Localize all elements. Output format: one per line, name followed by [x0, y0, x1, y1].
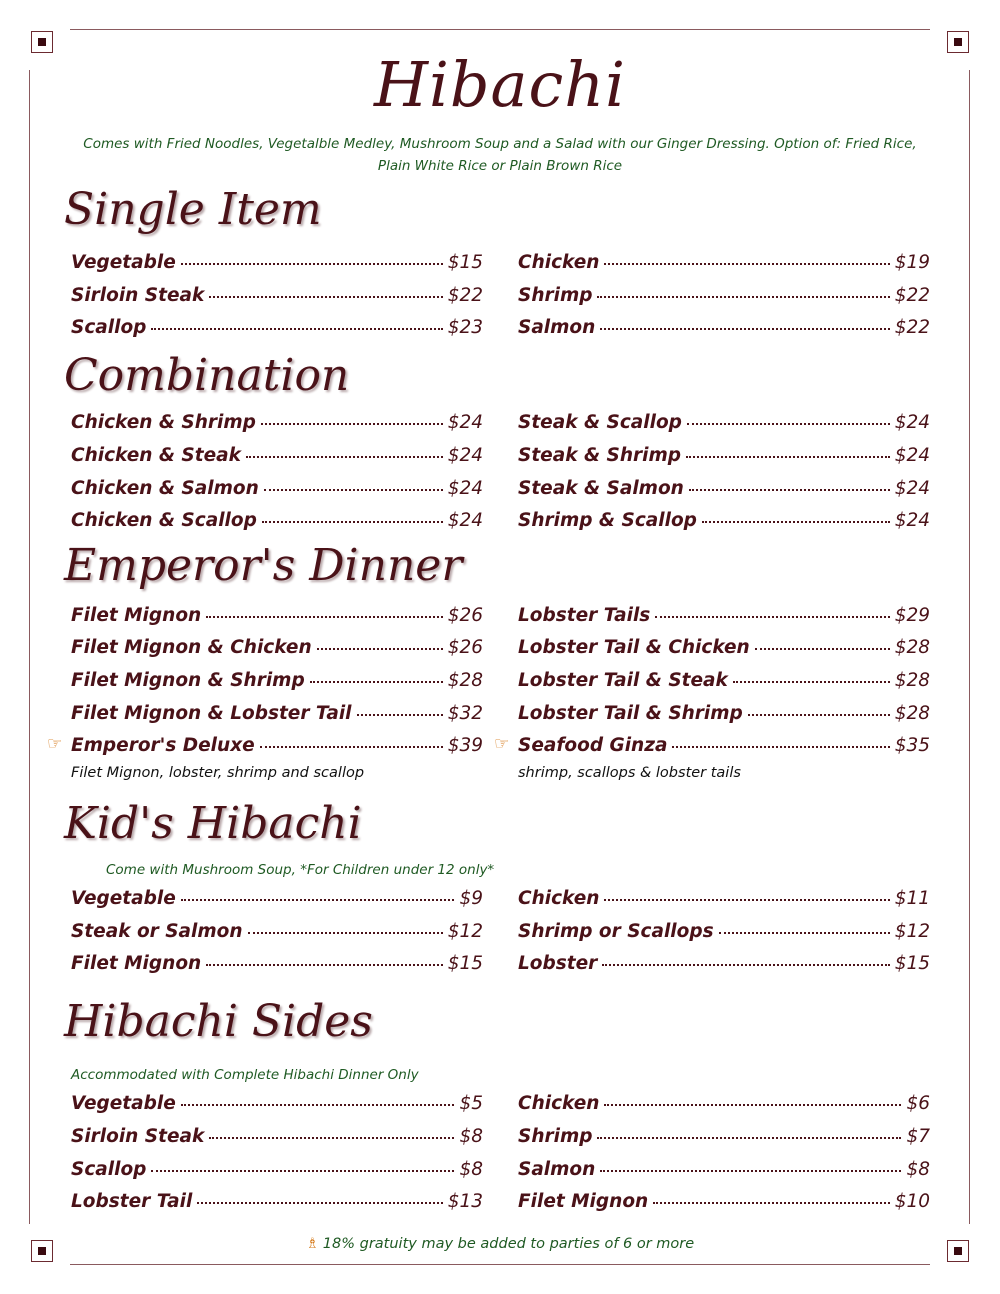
menu-item [71, 412, 483, 440]
item-name: Steak or Salmon [71, 921, 243, 942]
menu-item [518, 1093, 930, 1121]
dot-leader [597, 296, 889, 298]
menu-item [71, 670, 483, 698]
dot-leader [264, 489, 443, 491]
item-price: $24 [894, 510, 930, 531]
dot-leader [262, 521, 443, 523]
item-description: shrimp, scallops & lobster tails [518, 765, 741, 781]
item-price: $28 [894, 703, 930, 724]
item-name: Seafood Ginza [518, 735, 668, 756]
item-price: $12 [447, 921, 483, 942]
item-price: $32 [447, 703, 483, 724]
menu-item [518, 285, 930, 313]
sides-note: Accommodated with Complete Hibachi Dinner Only [71, 1067, 419, 1083]
item-price: $26 [447, 637, 483, 658]
dot-leader [310, 681, 443, 683]
item-name: Salmon [518, 317, 596, 338]
frame-left-line [29, 70, 30, 1224]
dot-leader [719, 932, 890, 934]
frame-right-line [969, 70, 970, 1224]
menu-item [518, 888, 930, 916]
menu-item [71, 478, 483, 506]
dot-leader [248, 932, 443, 934]
dot-leader [604, 263, 889, 265]
menu-item [518, 670, 930, 698]
item-price: $22 [894, 317, 930, 338]
section-heading-hibachi-sides: Hibachi Sides [64, 996, 373, 1047]
item-price: $28 [894, 670, 930, 691]
dot-leader [702, 521, 890, 523]
dot-leader [597, 1137, 901, 1139]
item-price: $22 [447, 285, 483, 306]
item-price: $24 [447, 445, 483, 466]
item-name: Filet Mignon [71, 953, 202, 974]
dot-leader [209, 296, 442, 298]
dot-leader [151, 328, 442, 330]
menu-item [518, 921, 930, 949]
item-name: Vegetable [71, 888, 176, 909]
dot-leader [209, 1137, 454, 1139]
item-price: $7 [906, 1126, 930, 1147]
pointing-hand-icon: ☞ [47, 734, 63, 754]
dot-leader [655, 616, 889, 618]
dot-leader [687, 423, 890, 425]
menu-item [518, 953, 930, 981]
item-name: Lobster Tail & Steak [518, 670, 728, 691]
menu-item [71, 605, 483, 633]
item-price: $19 [894, 252, 930, 273]
item-name: Filet Mignon & Shrimp [71, 670, 305, 691]
menu-item [71, 888, 483, 916]
dot-leader [357, 714, 443, 716]
item-price: $13 [447, 1191, 483, 1212]
figure-icon: ♗ [305, 1236, 319, 1252]
menu-item [518, 1191, 930, 1219]
item-name: Scallop [71, 1159, 147, 1180]
item-name: Chicken [518, 888, 600, 909]
menu-item [71, 703, 483, 731]
dot-leader [653, 1202, 889, 1204]
dot-leader [261, 423, 443, 425]
item-name: Vegetable [71, 252, 176, 273]
dot-leader [689, 489, 890, 491]
item-price: $24 [894, 478, 930, 499]
item-name: Steak & Shrimp [518, 445, 681, 466]
menu-item [71, 735, 483, 763]
section-heading-single-item: Single Item [64, 184, 322, 235]
item-name: Chicken [518, 1093, 600, 1114]
item-price: $8 [459, 1126, 483, 1147]
item-price: $8 [459, 1159, 483, 1180]
dot-leader [246, 456, 443, 458]
item-price: $9 [459, 888, 483, 909]
dot-leader [600, 1170, 901, 1172]
menu-item [71, 637, 483, 665]
item-name: Shrimp & Scallop [518, 510, 697, 531]
item-name: Lobster [518, 953, 598, 974]
menu-item [71, 252, 483, 280]
item-name: Lobster Tails [518, 605, 651, 626]
menu-item [71, 1159, 483, 1187]
item-price: $24 [894, 445, 930, 466]
menu-item [71, 317, 483, 345]
dot-leader [317, 648, 443, 650]
item-name: Filet Mignon [71, 605, 202, 626]
item-name: Filet Mignon & Chicken [71, 637, 312, 658]
dot-leader [181, 263, 443, 265]
item-price: $35 [894, 735, 930, 756]
menu-item [518, 478, 930, 506]
dot-leader [181, 899, 455, 901]
dot-leader [260, 746, 443, 748]
dot-leader [604, 1104, 901, 1106]
dot-leader [755, 648, 890, 650]
item-price: $6 [906, 1093, 930, 1114]
dot-leader [197, 1202, 442, 1204]
item-name: Scallop [71, 317, 147, 338]
menu-item [518, 445, 930, 473]
item-price: $15 [447, 953, 483, 974]
menu-item [71, 445, 483, 473]
item-price: $24 [447, 478, 483, 499]
menu-item [518, 605, 930, 633]
item-price: $24 [447, 412, 483, 433]
dot-leader [672, 746, 889, 748]
item-price: $28 [894, 637, 930, 658]
frame-bottom-line [70, 1264, 930, 1265]
item-price: $29 [894, 605, 930, 626]
menu-item [518, 252, 930, 280]
menu-item [518, 1126, 930, 1154]
section-heading-kids-hibachi: Kid's Hibachi [64, 798, 362, 849]
page-title: Hibachi [373, 48, 627, 121]
dot-leader [686, 456, 890, 458]
item-name: Shrimp or Scallops [518, 921, 714, 942]
item-name: Filet Mignon [518, 1191, 649, 1212]
page-subtitle: Comes with Fried Noodles, Vegetalble Medley, Mushroom Soup and a Salad with our Ginger Dressing. Option of: Fried Rice, Plain White Rice or Plain Brown Rice [83, 136, 917, 174]
item-name: Shrimp [518, 285, 593, 306]
item-name: Lobster Tail & Chicken [518, 637, 750, 658]
dot-leader [600, 328, 889, 330]
item-name: Steak & Scallop [518, 412, 682, 433]
dot-leader [151, 1170, 454, 1172]
item-name: Chicken & Shrimp [71, 412, 256, 433]
gratuity-note [0, 1236, 1000, 1252]
item-price: $22 [894, 285, 930, 306]
item-name: Chicken [518, 252, 600, 273]
dot-leader [748, 714, 890, 716]
item-price: $26 [447, 605, 483, 626]
menu-item [71, 1191, 483, 1219]
item-price: $15 [894, 953, 930, 974]
menu-item [518, 735, 930, 763]
kids-note: Come with Mushroom Soup, *For Children under 12 only* [106, 862, 495, 878]
dot-leader [602, 964, 889, 966]
item-price: $23 [447, 317, 483, 338]
item-price: $24 [894, 412, 930, 433]
item-name: Filet Mignon & Lobster Tail [71, 703, 352, 724]
menu-item [71, 1126, 483, 1154]
item-price: $15 [447, 252, 483, 273]
menu-item [518, 703, 930, 731]
menu-item [518, 412, 930, 440]
section-heading-combination: Combination [64, 350, 350, 401]
item-name: Chicken & Scallop [71, 510, 257, 531]
gratuity-text: 18% gratuity may be added to parties of 6 or more [322, 1236, 695, 1252]
item-name: Chicken & Steak [71, 445, 241, 466]
item-price: $24 [447, 510, 483, 531]
item-price: $8 [906, 1159, 930, 1180]
item-name: Sirloin Steak [71, 285, 205, 306]
menu-item [71, 510, 483, 538]
item-price: $11 [894, 888, 930, 909]
menu-item [71, 285, 483, 313]
item-price: $10 [894, 1191, 930, 1212]
item-price: $28 [447, 670, 483, 691]
item-price: $39 [447, 735, 483, 756]
dot-leader [206, 616, 442, 618]
menu-item [71, 953, 483, 981]
dot-leader [206, 964, 442, 966]
frame-top-line [70, 29, 930, 30]
item-price: $5 [459, 1093, 483, 1114]
dot-leader [733, 681, 890, 683]
section-heading-emperors-dinner: Emperor's Dinner [64, 540, 463, 591]
item-name: Lobster Tail & Shrimp [518, 703, 743, 724]
item-name: Chicken & Salmon [71, 478, 259, 499]
dot-leader [604, 899, 889, 901]
item-name: Emperor's Deluxe [71, 735, 255, 756]
item-name: Vegetable [71, 1093, 176, 1114]
item-name: Steak & Salmon [518, 478, 684, 499]
item-name: Lobster Tail [71, 1191, 193, 1212]
menu-item [518, 1159, 930, 1187]
dot-leader [181, 1104, 455, 1106]
menu-item [518, 510, 930, 538]
item-description: Filet Mignon, lobster, shrimp and scallop [71, 765, 365, 781]
menu-item [518, 317, 930, 345]
item-price: $12 [894, 921, 930, 942]
menu-item [71, 921, 483, 949]
menu-item [71, 1093, 483, 1121]
menu-item [518, 637, 930, 665]
item-name: Salmon [518, 1159, 596, 1180]
item-name: Sirloin Steak [71, 1126, 205, 1147]
item-name: Shrimp [518, 1126, 593, 1147]
pointing-hand-icon: ☞ [494, 734, 510, 754]
